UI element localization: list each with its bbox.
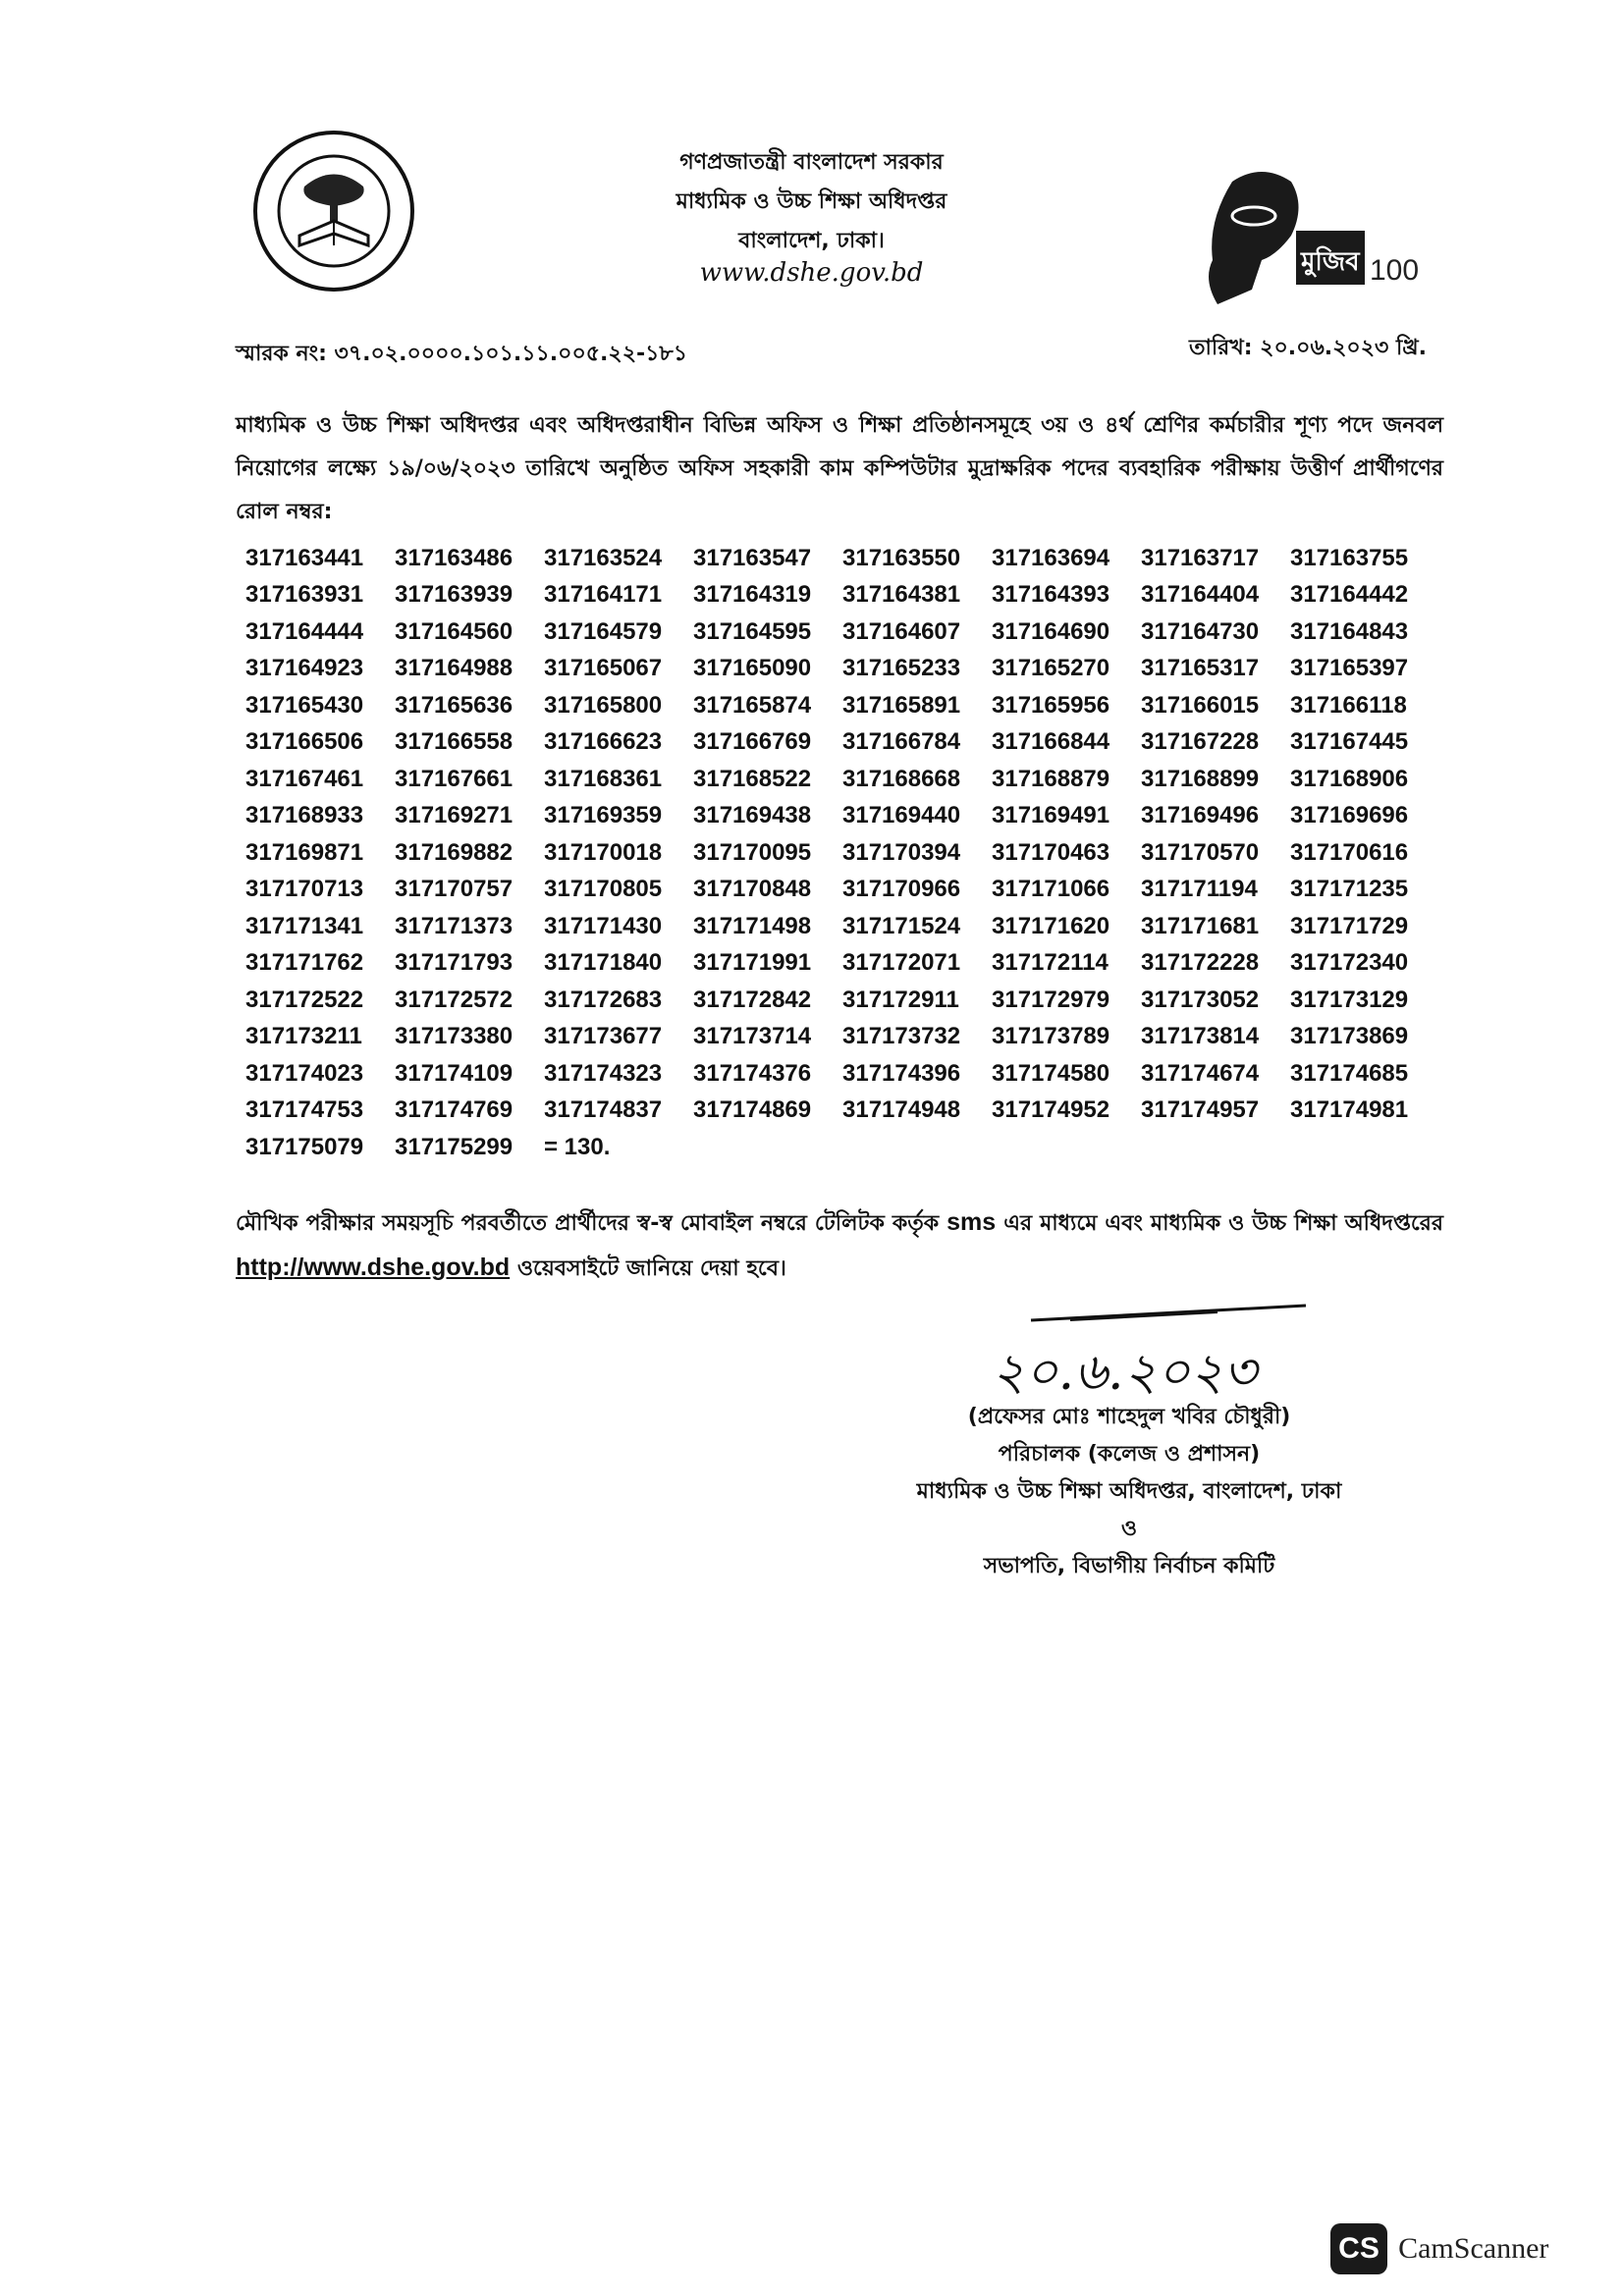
- roll-number: 317163694: [992, 544, 1110, 571]
- notice-text-2: এর মাধ্যমে এবং মাধ্যমিক ও উচ্চ শিক্ষা অধিদপ্তরের: [1003, 1211, 1443, 1236]
- signature-icon: [972, 1301, 1325, 1409]
- roll-number: 317171498: [693, 912, 812, 939]
- website-link[interactable]: http://www.dshe.gov.bd: [236, 1254, 511, 1281]
- roll-number: 317173814: [1141, 1023, 1260, 1050]
- roll-number: 317173732: [842, 1023, 961, 1050]
- roll-number: 317174376: [693, 1059, 812, 1087]
- roll-number: 317171762: [245, 949, 364, 977]
- roll-row: [245, 577, 1439, 614]
- roll-number: 317173714: [693, 1023, 812, 1050]
- roll-number: 317172911: [842, 986, 959, 1013]
- roll-number: 317164607: [842, 617, 961, 645]
- roll-number: 317171341: [245, 912, 364, 939]
- roll-number: 317174580: [992, 1059, 1110, 1087]
- roll-number: 317166118: [1290, 691, 1407, 719]
- svg-text:100: 100: [1370, 254, 1420, 287]
- roll-number: 317166506: [245, 728, 364, 756]
- roll-row: [245, 761, 1439, 798]
- roll-row: [245, 687, 1439, 724]
- roll-number: 317171620: [992, 912, 1110, 939]
- roll-number: 317164560: [395, 617, 514, 645]
- roll-number: 317170018: [544, 838, 663, 866]
- roll-number: 317163717: [1141, 544, 1260, 571]
- roll-number: 317164442: [1290, 581, 1409, 609]
- roll-number: 317165397: [1290, 655, 1409, 682]
- roll-row: [245, 1129, 1439, 1166]
- roll-number: 317171524: [842, 912, 961, 939]
- roll-number: 317171991: [693, 949, 812, 977]
- roll-number: 317165956: [992, 691, 1110, 719]
- memo-number: স্মারক নং: ৩৭.০২.০০০০.১০১.১১.০০৫.২২-১৮১: [236, 342, 687, 366]
- roll-number: 317174952: [992, 1096, 1110, 1124]
- roll-number: 317172071: [842, 949, 961, 977]
- roll-number: 317174869: [693, 1096, 812, 1124]
- roll-number: 317174674: [1141, 1059, 1260, 1087]
- roll-number: 317173380: [395, 1023, 514, 1050]
- roll-number: 317168906: [1290, 765, 1409, 792]
- roll-number: 317169438: [693, 802, 812, 829]
- roll-row: [245, 982, 1439, 1019]
- roll-number: 317163547: [693, 544, 812, 571]
- roll-number: 317168361: [544, 765, 663, 792]
- roll-number: 317165636: [395, 691, 514, 719]
- roll-number: 317166784: [842, 728, 961, 756]
- roll-number: 317174753: [245, 1096, 364, 1124]
- camscanner-text: CamScanner: [1398, 2232, 1549, 2265]
- intro-text: মাধ্যমিক ও উচ্চ শিক্ষা অধিদপ্তর এবং অধিদপ্তরাধীন বিভিন্ন অফিস ও শিক্ষা প্রতিষ্ঠানসমূহে ৩য় ও ৪র্থ শ্রেণির কর্মচারীর শূণ্য পদে জনবল নিয়োগের লক্ষ্যে ১৯/০৬/২০২৩ তারিখে অনুষ্ঠিত: [236, 413, 1443, 481]
- roll-number: 317168668: [842, 765, 961, 792]
- roll-number: 317164444: [245, 617, 364, 645]
- roll-row: [245, 834, 1439, 872]
- signatory-designation: পরিচালক (কলেজ ও প্রশাসন): [998, 1442, 1261, 1467]
- roll-row: [245, 945, 1439, 983]
- roll-number: 317170394: [842, 838, 961, 866]
- roll-row: [245, 614, 1439, 651]
- roll-number: 317170095: [693, 838, 812, 866]
- roll-number: 317171793: [395, 949, 514, 977]
- roll-number: 317172683: [544, 986, 663, 1013]
- roll-number: 317169871: [245, 838, 364, 866]
- roll-number: 317171066: [992, 876, 1110, 903]
- conjunction: ও: [1120, 1517, 1138, 1541]
- roll-number: 317163931: [245, 581, 364, 609]
- roll-number: 317165090: [693, 655, 812, 682]
- roll-number: 317167461: [245, 765, 364, 792]
- roll-number: 317165067: [544, 655, 663, 682]
- roll-number: 317166623: [544, 728, 663, 756]
- roll-number: 317174685: [1290, 1059, 1409, 1087]
- roll-number: 317171373: [395, 912, 514, 939]
- roll-number: 317165233: [842, 655, 961, 682]
- header-location: বাংলাদেশ, ঢাকা।: [738, 229, 885, 253]
- signature-date: ২০.৬.২০২৩: [992, 1343, 1257, 1402]
- roll-number: 317173211: [245, 1023, 362, 1050]
- signature-block: [854, 1399, 1404, 1585]
- signatory-name: (প্রফেসর মোঃ শাহেদুল খবির চৌধুরী): [967, 1405, 1291, 1429]
- roll-number: 317163755: [1290, 544, 1409, 571]
- roll-number: 317165874: [693, 691, 812, 719]
- handwritten-signature: [972, 1301, 1325, 1409]
- roll-number: 317172522: [245, 986, 364, 1013]
- roll-number: 317171681: [1141, 912, 1260, 939]
- roll-row: [245, 872, 1439, 909]
- roll-number: 317170757: [395, 876, 514, 903]
- roll-number: 317174769: [395, 1096, 514, 1124]
- camscanner-watermark: [1330, 2223, 1548, 2274]
- roll-number: 317164579: [544, 617, 663, 645]
- sms-text: sms: [947, 1208, 997, 1236]
- roll-number: 317166769: [693, 728, 812, 756]
- roll-number: 317164690: [992, 617, 1110, 645]
- header-govt-name: গণপ্রজাতন্ত্রী বাংলাদেশ সরকার: [679, 150, 944, 175]
- roll-number: 317173677: [544, 1023, 663, 1050]
- roll-number: 317170805: [544, 876, 663, 903]
- roll-number: 317165317: [1141, 655, 1260, 682]
- notice-paragraph: [236, 1201, 1443, 1291]
- roll-number: 317170713: [245, 876, 364, 903]
- roll-number: 317169496: [1141, 802, 1260, 829]
- roll-number: 317166015: [1141, 691, 1260, 719]
- roll-number: 317166558: [395, 728, 514, 756]
- roll-number: 317174396: [842, 1059, 961, 1087]
- roll-number: 317171729: [1290, 912, 1409, 939]
- signatory-office: মাধ্যমিক ও উচ্চ শিক্ষা অধিদপ্তর, বাংলাদেশ, ঢাকা: [916, 1479, 1342, 1504]
- roll-number: 317164171: [544, 581, 663, 609]
- roll-number: 317175299: [395, 1133, 514, 1160]
- roll-number: 317163524: [544, 544, 663, 571]
- roll-number: 317164393: [992, 581, 1110, 609]
- roll-number: 317174023: [245, 1059, 364, 1087]
- roll-number: 317172572: [395, 986, 514, 1013]
- roll-number: 317173789: [992, 1023, 1110, 1050]
- roll-number: 317168933: [245, 802, 364, 829]
- roll-row: [245, 651, 1439, 688]
- roll-number: 317172114: [992, 949, 1109, 977]
- roll-number: 317164730: [1141, 617, 1260, 645]
- header-website: www.dshe.gov.bd: [699, 258, 924, 288]
- roll-number: 317173052: [1141, 986, 1260, 1013]
- issue-date: তারিখ: ২০.০৬.২০২৩ খ্রি.: [1188, 336, 1427, 360]
- roll-number: 317163441: [245, 544, 364, 571]
- roll-row: [245, 798, 1439, 835]
- roll-number: 317174957: [1141, 1096, 1260, 1124]
- roll-row: [245, 724, 1439, 762]
- roll-row: [245, 540, 1439, 577]
- roll-number: 317169440: [842, 802, 961, 829]
- roll-number: 317170966: [842, 876, 961, 903]
- roll-number: 317164381: [842, 581, 961, 609]
- roll-number: 317167445: [1290, 728, 1409, 756]
- roll-number: 317171430: [544, 912, 663, 939]
- roll-number: 317164923: [245, 655, 364, 682]
- portrait-icon: [1193, 162, 1424, 314]
- roll-number: 317164843: [1290, 617, 1409, 645]
- roll-number: 317171194: [1141, 876, 1258, 903]
- roll-number: 317175079: [245, 1133, 364, 1160]
- roll-number: 317165430: [245, 691, 364, 719]
- roll-row: [245, 1093, 1439, 1130]
- roll-number: 317165800: [544, 691, 663, 719]
- intro-text-end: পদের ব্যবহারিক পরীক্ষায় উত্তীর্ণ প্রার্থীগণের রোল নম্বর:: [236, 456, 1443, 524]
- roll-number: 317166844: [992, 728, 1110, 756]
- roll-number: 317168879: [992, 765, 1110, 792]
- roll-number: 317164319: [693, 581, 812, 609]
- roll-number: 317164595: [693, 617, 812, 645]
- intro-paragraph: [236, 404, 1443, 534]
- roll-number: 317163939: [395, 581, 514, 609]
- roll-number: 317168522: [693, 765, 812, 792]
- post-name: অফিস সহকারী কাম কম্পিউটার মুদ্রাক্ষরিক: [678, 456, 1052, 481]
- roll-number: 317174948: [842, 1096, 961, 1124]
- mujib-100-logo: [1193, 162, 1424, 314]
- committee-role: সভাপতি, বিভাগীয় নির্বাচন কমিটি: [983, 1554, 1275, 1578]
- roll-number: 317172228: [1141, 949, 1260, 977]
- notice-text: মৌখিক পরীক্ষার সময়সূচি পরবর্তীতে প্রার্থীদের স্ব-স্ব মোবাইল নম্বরে টেলিটক কর্তৃক: [236, 1211, 940, 1236]
- roll-number: 317169882: [395, 838, 514, 866]
- roll-number: 317169696: [1290, 802, 1409, 829]
- roll-number: 317171840: [544, 949, 663, 977]
- camscanner-icon: CS: [1330, 2223, 1387, 2274]
- roll-number: 317172979: [992, 986, 1110, 1013]
- roll-number: 317169359: [544, 802, 663, 829]
- roll-row: [245, 908, 1439, 945]
- roll-number: 317165891: [842, 691, 961, 719]
- roll-total: = 130.: [544, 1133, 611, 1160]
- roll-number: 317173869: [1290, 1023, 1409, 1050]
- roll-number: 317164988: [395, 655, 514, 682]
- roll-number: 317171235: [1290, 876, 1409, 903]
- roll-number: 317174323: [544, 1059, 663, 1087]
- roll-number: 317174837: [544, 1096, 663, 1124]
- roll-number: 317170570: [1141, 838, 1260, 866]
- roll-number-list: [245, 540, 1439, 1166]
- roll-number: 317164404: [1141, 581, 1260, 609]
- roll-number: 317167228: [1141, 728, 1260, 756]
- header-department: মাধ্যমিক ও উচ্চ শিক্ষা অধিদপ্তর: [676, 189, 947, 214]
- roll-number: 317173129: [1290, 986, 1409, 1013]
- roll-row: [245, 1019, 1439, 1056]
- roll-number: 317170616: [1290, 838, 1409, 866]
- roll-number: 317165270: [992, 655, 1110, 682]
- roll-table: [245, 540, 1439, 1166]
- roll-number: 317167661: [395, 765, 514, 792]
- roll-number: 317174109: [395, 1059, 514, 1087]
- roll-number: 317169491: [992, 802, 1110, 829]
- roll-number: 317174981: [1290, 1096, 1409, 1124]
- roll-number: 317170463: [992, 838, 1110, 866]
- notice-text-3: ওয়েবসাইটে জানিয়ে দেয়া হবে।: [516, 1256, 786, 1281]
- roll-number: 317170848: [693, 876, 812, 903]
- roll-number: 317169271: [395, 802, 514, 829]
- roll-number: 317163486: [395, 544, 514, 571]
- svg-text:মুজিব: মুজিব: [1301, 247, 1360, 277]
- roll-number: 317168899: [1141, 765, 1260, 792]
- roll-number: 317163550: [842, 544, 961, 571]
- roll-number: 317172842: [693, 986, 812, 1013]
- roll-row: [245, 1055, 1439, 1093]
- roll-number: 317172340: [1290, 949, 1409, 977]
